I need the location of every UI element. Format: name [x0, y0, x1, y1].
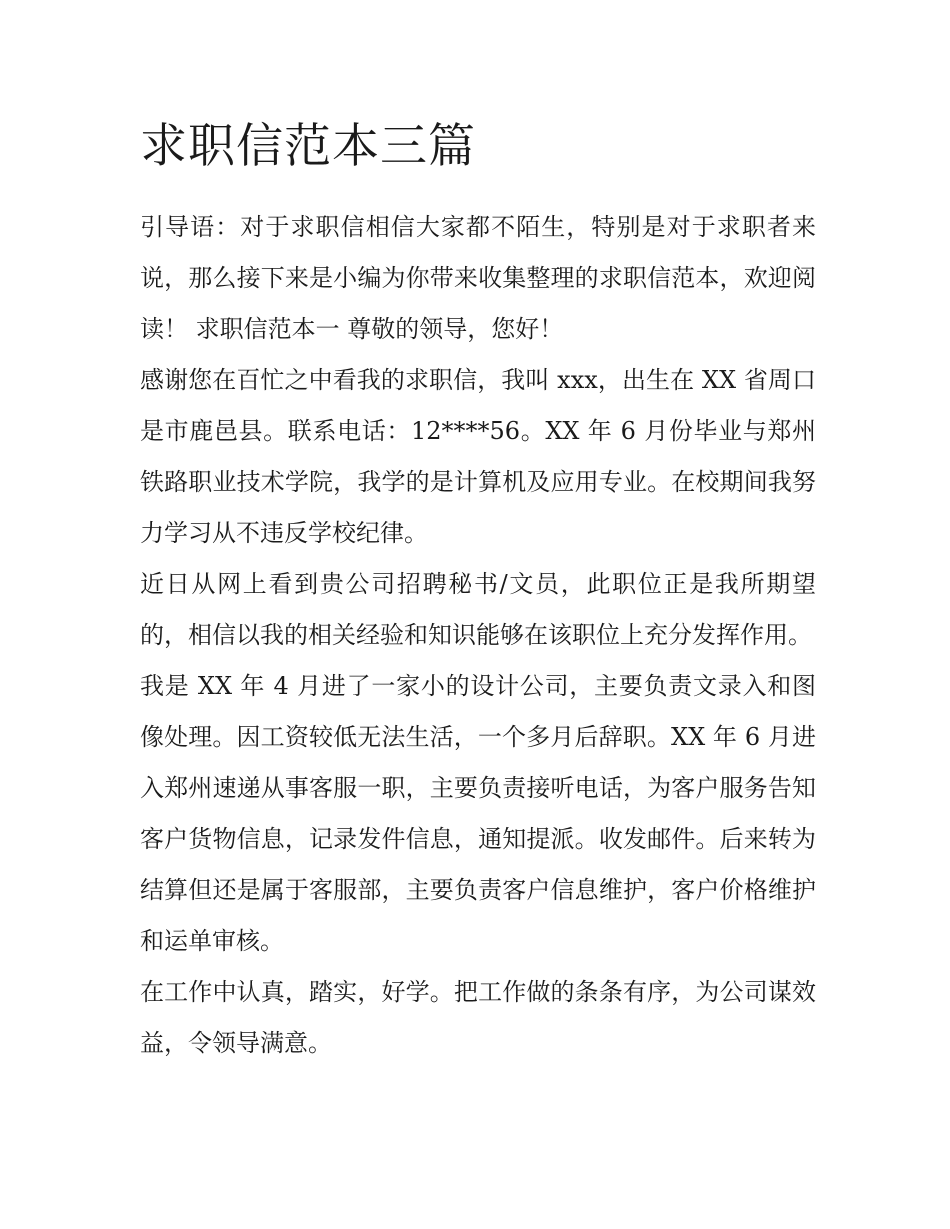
paragraph-intro: 引导语：对于求职信相信大家都不陌生，特别是对于求职者来说，那么接下来是小编为你带来收集整理的求职信范本，欢迎阅读！ 求职信范本一 尊敬的领导，您好！	[140, 213, 816, 343]
document-title: 求职信范本三篇	[140, 119, 476, 174]
paragraph-attitude: 在工作中认真，踏实，好学。把工作做的条条有序，为公司谋效益，令领导满意。	[140, 978, 816, 1057]
paragraph-background: 感谢您在百忙之中看我的求职信，我叫 xxx，出生在 XX 省周口是市鹿邑县。联系电话：12****56。XX 年 6 月份毕业与郑州铁路职业技术学院，我学的是计算机及应用专业。在校期间我努力学习从不违反学校纪律。	[140, 366, 816, 547]
paragraph-motivation: 近日从网上看到贵公司招聘秘书/文员，此职位正是我所期望的，相信以我的相关经验和知识能够在该职位上充分发挥作用。	[140, 570, 816, 649]
paragraph-experience: 我是 XX 年 4 月进了一家小的设计公司，主要负责文录入和图像处理。因工资较低无法生活，一个多月后辞职。XX 年 6 月进入郑州速递从事客服一职，主要负责接听电话，为客户服务告知客户货物信息，记录发件信息，通知提派。收发邮件。后来转为结算但还是属于客服部，主要负责客户信息维护，客户价格维护和运单审核。	[140, 672, 816, 955]
document-page	[140, 112, 816, 1069]
